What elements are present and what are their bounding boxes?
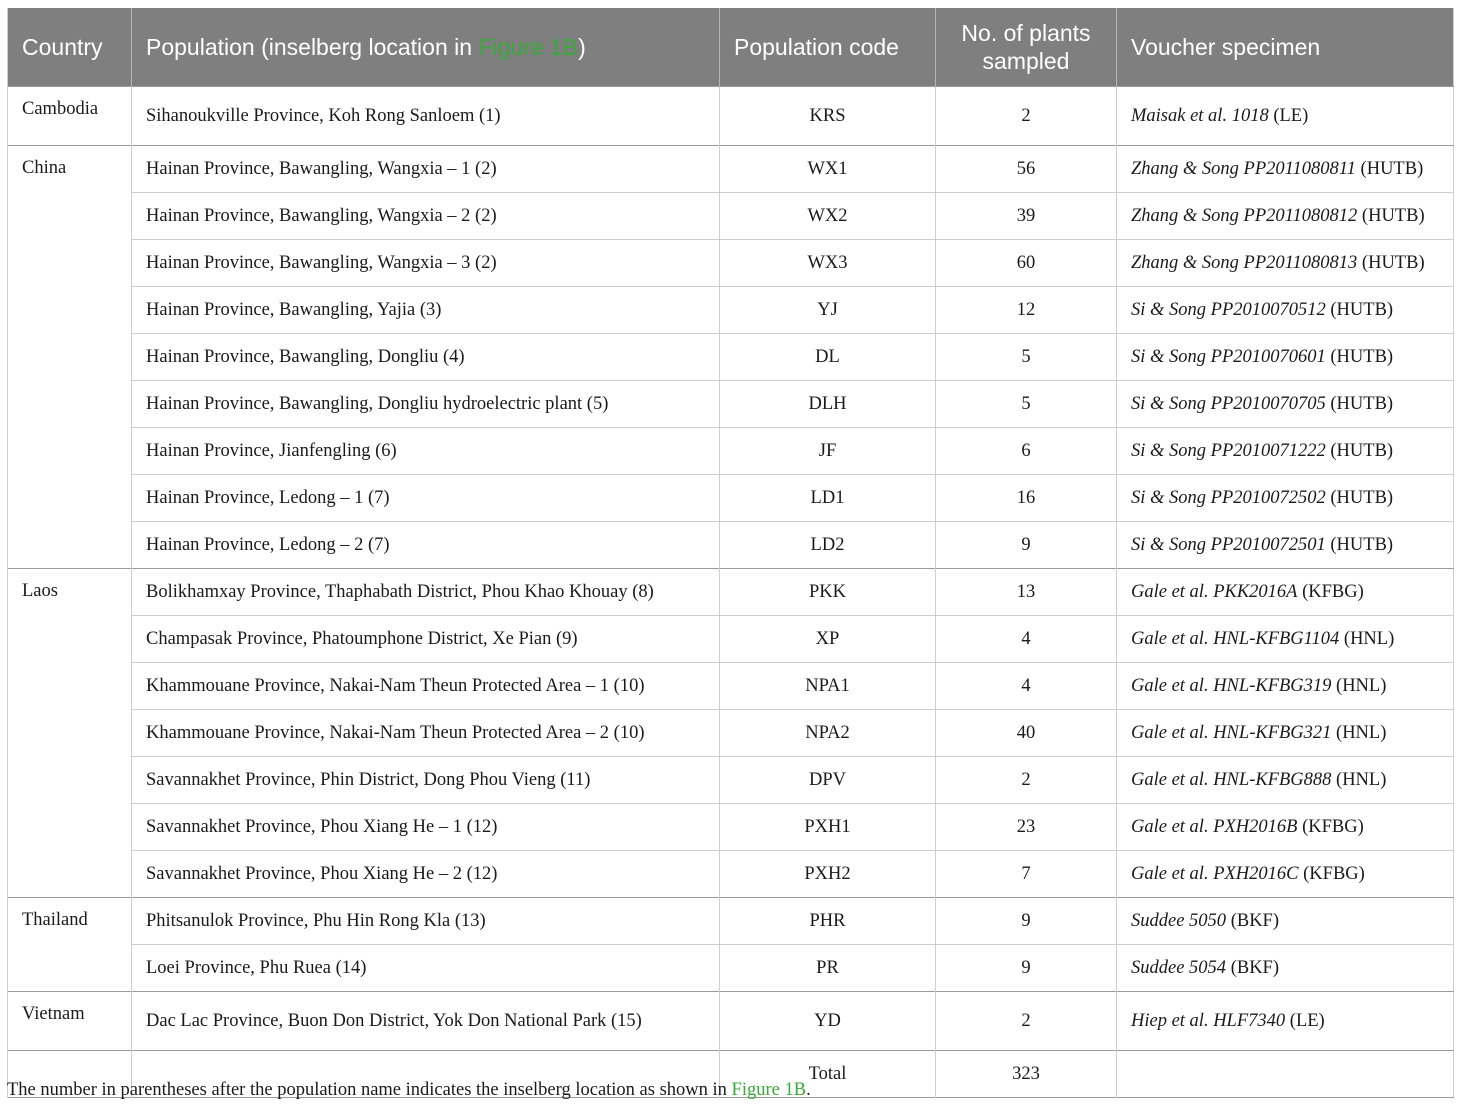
header-plants: No. of plants sampled: [936, 8, 1117, 87]
population-cell: Savannakhet Province, Phou Xiang He – 2 (12): [132, 851, 720, 898]
code-cell: PXH2: [720, 851, 936, 898]
voucher-collector: Gale et al. HNL-KFBG888: [1131, 769, 1332, 790]
plants-cell: 2: [936, 992, 1117, 1051]
voucher-cell: [1117, 334, 1454, 381]
table-body: [8, 87, 1454, 1098]
voucher-cell: [1117, 992, 1454, 1051]
table-row: [8, 146, 1454, 193]
voucher-cell: [1117, 804, 1454, 851]
voucher-cell: [1117, 898, 1454, 945]
table-header-row: [8, 8, 1454, 87]
population-cell: Phitsanulok Province, Phu Hin Rong Kla (13): [132, 898, 720, 945]
code-cell: JF: [720, 428, 936, 475]
plants-cell: 6: [936, 428, 1117, 475]
population-cell: Dac Lac Province, Buon Don District, Yok Don National Park (15): [132, 992, 720, 1051]
code-cell: LD2: [720, 522, 936, 569]
population-cell: Sihanoukville Province, Koh Rong Sanloem (1): [132, 87, 720, 146]
voucher-collector: Si & Song PP2010070705: [1131, 393, 1326, 414]
plants-cell: 5: [936, 334, 1117, 381]
population-cell: Khammouane Province, Nakai-Nam Theun Protected Area – 2 (10): [132, 710, 720, 757]
voucher-cell: [1117, 428, 1454, 475]
code-cell: WX1: [720, 146, 936, 193]
population-cell: Hainan Province, Jianfengling (6): [132, 428, 720, 475]
plants-cell: 9: [936, 898, 1117, 945]
header-voucher: Voucher specimen: [1117, 8, 1454, 87]
code-cell: LD1: [720, 475, 936, 522]
population-table: [7, 8, 1454, 1098]
voucher-cell: [1117, 757, 1454, 804]
code-cell: NPA1: [720, 663, 936, 710]
voucher-cell: [1117, 569, 1454, 616]
footnote-end: .: [806, 1080, 811, 1100]
voucher-cell: [1117, 475, 1454, 522]
table-row: [8, 710, 1454, 757]
voucher-herbarium: (HUTB): [1325, 299, 1394, 320]
population-cell: Savannakhet Province, Phou Xiang He – 1 (12): [132, 804, 720, 851]
voucher-collector: Zhang & Song PP2011080812: [1131, 205, 1358, 226]
country-cell: Cambodia: [8, 87, 132, 146]
table-row: [8, 240, 1454, 287]
table-row: [8, 287, 1454, 334]
total-value: 323: [936, 1051, 1117, 1098]
table-row: [8, 381, 1454, 428]
code-cell: KRS: [720, 87, 936, 146]
plants-cell: 12: [936, 287, 1117, 334]
population-cell: Hainan Province, Bawangling, Dongliu hydroelectric plant (5): [132, 381, 720, 428]
code-cell: DL: [720, 334, 936, 381]
code-cell: DPV: [720, 757, 936, 804]
data-table-container: [7, 8, 1453, 1098]
code-cell: PR: [720, 945, 936, 992]
population-cell: Hainan Province, Bawangling, Wangxia – 1 (2): [132, 146, 720, 193]
voucher-collector: Suddee 5050: [1131, 910, 1227, 931]
voucher-collector: Si & Song PP2010071222: [1131, 440, 1326, 461]
country-cell: China: [8, 146, 132, 569]
voucher-cell: [1117, 381, 1454, 428]
voucher-herbarium: (HNL): [1331, 722, 1387, 743]
voucher-collector: Gale et al. HNL-KFBG319: [1131, 675, 1332, 696]
plants-cell: 56: [936, 146, 1117, 193]
figure-link-footnote[interactable]: Figure 1B: [731, 1080, 807, 1100]
plants-cell: 2: [936, 87, 1117, 146]
voucher-herbarium: (HNL): [1331, 675, 1387, 696]
voucher-collector: Si & Song PP2010072501: [1131, 534, 1326, 555]
table-row: [8, 616, 1454, 663]
population-cell: Hainan Province, Ledong – 1 (7): [132, 475, 720, 522]
header-population-suffix: ): [578, 34, 586, 60]
voucher-collector: Gale et al. HNL-KFBG321: [1131, 722, 1332, 743]
voucher-cell: [1117, 710, 1454, 757]
voucher-cell: [1117, 616, 1454, 663]
voucher-herbarium: (HNL): [1339, 628, 1395, 649]
table-row: [8, 428, 1454, 475]
plants-cell: 4: [936, 616, 1117, 663]
total-empty-cell: [1117, 1051, 1454, 1098]
header-country: Country: [8, 8, 132, 87]
voucher-cell: [1117, 87, 1454, 146]
country-cell: Laos: [8, 569, 132, 898]
voucher-herbarium: (KFBG): [1297, 816, 1364, 837]
plants-cell: 2: [936, 757, 1117, 804]
voucher-herbarium: (HNL): [1331, 769, 1387, 790]
voucher-cell: [1117, 240, 1454, 287]
table-row: [8, 663, 1454, 710]
table-row: [8, 475, 1454, 522]
code-cell: WX2: [720, 193, 936, 240]
population-cell: Hainan Province, Bawangling, Wangxia – 3 (2): [132, 240, 720, 287]
header-population: [132, 8, 720, 87]
voucher-herbarium: (HUTB): [1325, 440, 1394, 461]
code-cell: YD: [720, 992, 936, 1051]
plants-cell: 7: [936, 851, 1117, 898]
table-row: [8, 851, 1454, 898]
voucher-herbarium: (LE): [1268, 105, 1309, 126]
voucher-herbarium: (KFBG): [1298, 863, 1365, 884]
table-row: [8, 87, 1454, 146]
voucher-cell: [1117, 945, 1454, 992]
population-cell: Khammouane Province, Nakai-Nam Theun Protected Area – 1 (10): [132, 663, 720, 710]
voucher-herbarium: (BKF): [1226, 910, 1279, 931]
figure-link-header[interactable]: Figure 1B: [478, 34, 579, 60]
code-cell: PXH1: [720, 804, 936, 851]
voucher-collector: Si & Song PP2010072502: [1131, 487, 1326, 508]
population-cell: Champasak Province, Phatoumphone District, Xe Pian (9): [132, 616, 720, 663]
voucher-collector: Zhang & Song PP2011080811: [1131, 158, 1356, 179]
voucher-herbarium: (HUTB): [1355, 158, 1424, 179]
plants-cell: 4: [936, 663, 1117, 710]
table-row: [8, 569, 1454, 616]
voucher-collector: Si & Song PP2010070512: [1131, 299, 1326, 320]
voucher-herbarium: (HUTB): [1357, 205, 1425, 226]
voucher-collector: Si & Song PP2010070601: [1131, 346, 1326, 367]
voucher-cell: [1117, 851, 1454, 898]
voucher-collector: Suddee 5054: [1131, 957, 1227, 978]
table-row: [8, 898, 1454, 945]
code-cell: PKK: [720, 569, 936, 616]
voucher-collector: Gale et al. PXH2016B: [1131, 816, 1298, 837]
population-cell: Loei Province, Phu Ruea (14): [132, 945, 720, 992]
voucher-cell: [1117, 663, 1454, 710]
voucher-herbarium: (KFBG): [1297, 581, 1364, 602]
population-cell: Bolikhamxay Province, Thaphabath District, Phou Khao Khouay (8): [132, 569, 720, 616]
table-row: [8, 522, 1454, 569]
table-row: [8, 992, 1454, 1051]
population-cell: Hainan Province, Ledong – 2 (7): [132, 522, 720, 569]
voucher-herbarium: (HUTB): [1325, 534, 1394, 555]
voucher-collector: Gale et al. PXH2016C: [1131, 863, 1299, 884]
table-row: [8, 804, 1454, 851]
plants-cell: 9: [936, 945, 1117, 992]
voucher-collector: Maisak et al. 1018: [1131, 105, 1269, 126]
table-row: [8, 193, 1454, 240]
country-cell: Vietnam: [8, 992, 132, 1051]
plants-cell: 16: [936, 475, 1117, 522]
plants-cell: 5: [936, 381, 1117, 428]
plants-cell: 39: [936, 193, 1117, 240]
population-cell: Hainan Province, Bawangling, Yajia (3): [132, 287, 720, 334]
population-cell: Hainan Province, Bawangling, Dongliu (4): [132, 334, 720, 381]
table-row: [8, 334, 1454, 381]
code-cell: NPA2: [720, 710, 936, 757]
plants-cell: 60: [936, 240, 1117, 287]
voucher-cell: [1117, 146, 1454, 193]
table-footnote: [7, 1080, 811, 1101]
header-code: Population code: [720, 8, 936, 87]
voucher-collector: Gale et al. HNL-KFBG1104: [1131, 628, 1340, 649]
voucher-herbarium: (BKF): [1226, 957, 1279, 978]
plants-cell: 9: [936, 522, 1117, 569]
code-cell: YJ: [720, 287, 936, 334]
code-cell: PHR: [720, 898, 936, 945]
voucher-herbarium: (HUTB): [1325, 346, 1394, 367]
code-cell: WX3: [720, 240, 936, 287]
voucher-herbarium: (LE): [1285, 1010, 1325, 1031]
country-cell: Thailand: [8, 898, 132, 992]
code-cell: XP: [720, 616, 936, 663]
voucher-collector: Gale et al. PKK2016A: [1131, 581, 1298, 602]
population-cell: Savannakhet Province, Phin District, Dong Phou Vieng (11): [132, 757, 720, 804]
voucher-cell: [1117, 522, 1454, 569]
voucher-herbarium: (HUTB): [1325, 487, 1394, 508]
population-cell: Hainan Province, Bawangling, Wangxia – 2 (2): [132, 193, 720, 240]
header-population-prefix: Population (inselberg location in: [146, 34, 479, 60]
plants-cell: 13: [936, 569, 1117, 616]
voucher-cell: [1117, 287, 1454, 334]
table-row: [8, 945, 1454, 992]
total-label: Total: [720, 1051, 936, 1098]
voucher-collector: Zhang & Song PP2011080813: [1131, 252, 1358, 273]
voucher-collector: Hiep et al. HLF7340: [1131, 1010, 1286, 1031]
voucher-herbarium: (HUTB): [1357, 252, 1425, 273]
plants-cell: 23: [936, 804, 1117, 851]
footnote-text: The number in parentheses after the population name indicates the inselberg location as shown in: [7, 1080, 732, 1100]
plants-cell: 40: [936, 710, 1117, 757]
voucher-cell: [1117, 193, 1454, 240]
code-cell: DLH: [720, 381, 936, 428]
voucher-herbarium: (HUTB): [1325, 393, 1394, 414]
table-row: [8, 757, 1454, 804]
